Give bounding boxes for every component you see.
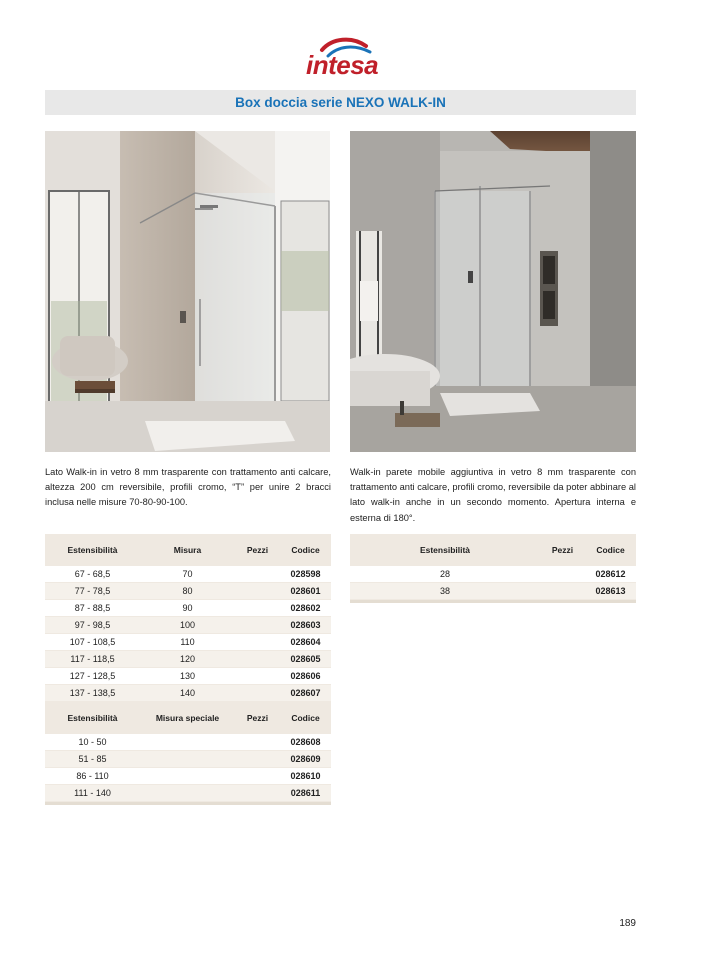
table-bottom-rule (45, 802, 331, 805)
cell-estensibilita: 117 - 118,5 (70, 654, 115, 664)
table-row (45, 685, 331, 702)
table-header (45, 534, 331, 566)
cell-codice: 028611 (290, 788, 321, 798)
cell-misura: 90 (182, 603, 193, 613)
cell-estensibilita: 87 - 88,5 (74, 603, 111, 613)
cell-codice: 028603 (290, 620, 321, 630)
cell-estensibilita: 111 - 140 (74, 788, 111, 798)
cell-misura: 120 (179, 654, 196, 664)
table-row (45, 634, 331, 651)
cell-misura: 80 (182, 586, 193, 596)
cell-estensibilita: 127 - 128,5 (69, 671, 116, 681)
cell-codice: 028608 (290, 737, 321, 747)
product-photo-right (350, 131, 636, 452)
table-row (350, 566, 636, 583)
cell-codice: 028605 (290, 654, 321, 664)
cell-codice: 028612 (595, 569, 626, 579)
header-pezzi: Pezzi (551, 545, 574, 555)
cell-estensibilita: 38 (439, 586, 450, 596)
table-row (45, 600, 331, 617)
cell-estensibilita: 28 (439, 569, 450, 579)
brand-name: intesa (306, 50, 379, 80)
cell-codice: 028613 (595, 586, 626, 596)
product-table-right (350, 534, 636, 603)
cell-codice: 028610 (290, 771, 321, 781)
table-header (350, 534, 636, 566)
cell-codice: 028598 (290, 569, 321, 579)
product-table-left (45, 534, 331, 805)
section-title-bar (45, 90, 636, 115)
shower-walk-in-mobile-panel-photo (350, 131, 636, 452)
brand-logo (290, 36, 420, 86)
table-row (45, 651, 331, 668)
table-row (45, 617, 331, 634)
cell-misura: 70 (182, 569, 193, 579)
table-bottom-rule (350, 600, 636, 603)
cell-estensibilita: 137 - 138,5 (69, 688, 116, 698)
cell-misura: 110 (180, 637, 195, 647)
page-number: 189 (619, 918, 636, 929)
cell-estensibilita: 97 - 98,5 (74, 620, 111, 630)
cell-estensibilita: 107 - 108,5 (69, 637, 116, 647)
cell-estensibilita: 77 - 78,5 (74, 586, 111, 596)
table-row (350, 583, 636, 600)
table-row (45, 668, 331, 685)
table-header-special (45, 702, 331, 734)
header-estensibilita: Estensibilità (67, 713, 118, 723)
page-title: Box doccia serie NEXO WALK-IN (235, 95, 446, 110)
cell-misura: 140 (179, 688, 196, 698)
table-row (45, 566, 331, 583)
cell-misura: 100 (179, 620, 196, 630)
header-estensibilita: Estensibilità (419, 545, 471, 555)
shower-walk-in-corner-photo (45, 131, 330, 452)
cell-codice: 028609 (290, 754, 321, 764)
header-estensibilita: Estensibilità (67, 545, 118, 555)
header-misura: Misura (173, 545, 202, 555)
header-codice: Codice (596, 545, 625, 555)
header-pezzi: Pezzi (246, 545, 269, 555)
cell-misura: 130 (179, 671, 196, 681)
table-row (45, 785, 331, 802)
cell-codice: 028602 (290, 603, 321, 613)
cell-codice: 028601 (290, 586, 321, 596)
header-pezzi: Pezzi (246, 713, 269, 723)
header-misura-speciale: Misura speciale (155, 713, 220, 723)
cell-estensibilita: 51 - 85 (78, 754, 107, 764)
cell-codice: 028606 (290, 671, 321, 681)
description-right: Walk-in parete mobile aggiuntiva in vetro 8 mm trasparente con trattamento anti calcare, profili cromo, reversibile da poter abbinare al lato walk-in anche in un secondo momento. Apertura interna e esterna di 180°. (350, 467, 636, 523)
cell-estensibilita: 10 - 50 (78, 737, 107, 747)
table-row (45, 583, 331, 600)
table-row (45, 751, 331, 768)
cell-estensibilita: 67 - 68,5 (74, 569, 111, 579)
product-photo-left (45, 131, 330, 452)
cell-codice: 028604 (290, 637, 321, 647)
cell-estensibilita: 86 - 110 (76, 771, 109, 781)
header-codice: Codice (291, 713, 320, 723)
header-codice: Codice (291, 545, 320, 555)
table-row (45, 734, 331, 751)
table-row (45, 768, 331, 785)
cell-codice: 028607 (290, 688, 321, 698)
description-left: Lato Walk-in in vetro 8 mm trasparente con trattamento anti calcare, altezza 200 cm reversibile, profili cromo, “T” per unire 2 bracci inclusa nelle misure 70-80-90-100. (45, 467, 331, 508)
